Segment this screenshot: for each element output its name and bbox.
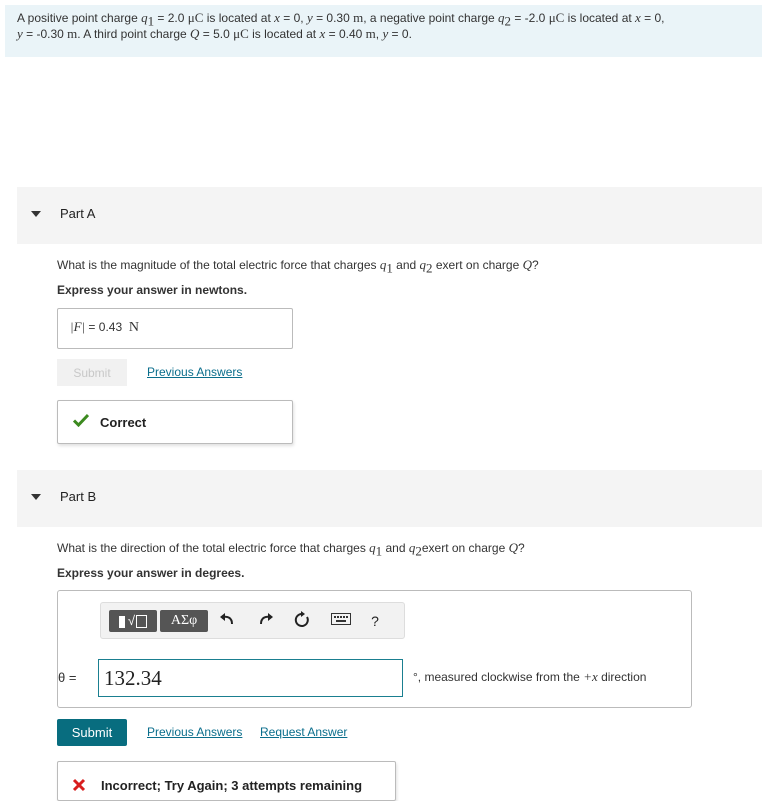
unit-m: m [353, 10, 364, 25]
problem-text: = 0, [640, 11, 665, 25]
problem-statement [5, 5, 762, 57]
problem-text: . A third point charge [77, 27, 191, 41]
part-b-question [57, 540, 525, 559]
answer-unit: N [128, 320, 139, 335]
problem-text: , a negative point charge [363, 11, 498, 25]
math-Q: Q [522, 257, 532, 272]
part-b-feedback [57, 761, 396, 801]
math-sub: 2 [426, 260, 433, 276]
unit-pre: °, measured clockwise from the [413, 670, 584, 684]
redo-icon[interactable] [256, 611, 276, 631]
unit-m: m [365, 26, 376, 41]
math-plus-x: +x [583, 669, 598, 684]
request-answer-link[interactable]: Request Answer [260, 725, 348, 739]
part-a-submit-button[interactable]: Submit [57, 359, 127, 386]
feedback-text: Correct [100, 415, 147, 430]
math-q: q [408, 540, 416, 555]
math-Q: Q [508, 540, 518, 555]
theta-label: θ = [58, 670, 77, 685]
templates-button[interactable] [109, 610, 157, 632]
math-toolbar [100, 602, 405, 639]
unit-note [413, 669, 646, 685]
math-q1: q [141, 10, 148, 25]
box-icon [136, 615, 147, 628]
math-x: x [319, 26, 326, 41]
reset-icon[interactable] [292, 611, 312, 631]
math-q: q [369, 540, 376, 555]
math-sub: 2 [415, 543, 422, 559]
template-label: √ [127, 613, 136, 628]
math-y: y [382, 26, 389, 41]
problem-text: , [375, 27, 383, 41]
x-icon [72, 778, 86, 795]
unit-uc: μC [233, 26, 249, 41]
help-button[interactable]: ? [371, 613, 379, 629]
check-icon [73, 413, 89, 430]
problem-text: = 5.0 [199, 27, 234, 41]
answer-label: |F| [70, 319, 86, 334]
problem-text: A positive point charge [17, 11, 142, 25]
problem-text: = -0.30 [22, 27, 68, 41]
unit-uc: μC [548, 10, 565, 25]
answer-eq: = [85, 320, 99, 334]
problem-text: = -2.0 [511, 11, 549, 25]
part-b-submit-button[interactable]: Submit [57, 719, 127, 746]
part-b-instruction: Express your answer in degrees. [57, 566, 245, 580]
question-text: ? [517, 541, 525, 555]
problem-text: = 0. [388, 27, 412, 41]
part-a-question [57, 257, 539, 276]
symbols-button[interactable]: ΑΣφ [160, 610, 208, 632]
template-icon [119, 616, 125, 628]
part-a-instruction: Express your answer in newtons. [57, 283, 248, 297]
caret-down-icon[interactable] [31, 494, 41, 500]
question-text: ? [532, 258, 539, 272]
question-text: What is the direction of the total electric force that charges [57, 541, 370, 555]
question-text: and [382, 541, 409, 555]
feedback-text: Incorrect; Try Again; 3 attempts remaining [101, 778, 363, 793]
math-q2: q [498, 10, 505, 25]
part-a-answer-display [57, 308, 293, 349]
math-y: y [306, 10, 313, 25]
question-text: What is the magnitude of the total electric force that charges [57, 258, 380, 272]
math-x: x [274, 10, 280, 25]
part-a-header[interactable] [17, 187, 762, 244]
math-sub: 1 [386, 260, 393, 276]
unit-post: direction [597, 670, 647, 684]
math-sub: 1 [375, 543, 383, 559]
caret-down-icon[interactable] [31, 211, 41, 217]
part-b-title: Part B [60, 489, 97, 504]
undo-icon[interactable] [217, 611, 237, 631]
part-a-feedback [57, 400, 293, 444]
math-y: y [17, 26, 23, 41]
problem-text: = 0, [279, 11, 307, 25]
math-x: x [635, 10, 641, 25]
problem-text: = 0.40 [325, 27, 366, 41]
keyboard-icon[interactable] [331, 611, 351, 631]
part-b-header[interactable] [17, 470, 762, 527]
problem-text: = 2.0 [154, 11, 188, 25]
question-text: exert on charge [421, 541, 509, 555]
math-sub: 2 [504, 13, 511, 29]
unit-m: m [67, 26, 78, 41]
math-q: q [419, 257, 427, 272]
problem-text: = 0.30 [312, 11, 354, 25]
problem-text: is located at [564, 11, 636, 25]
math-Q: Q [190, 26, 200, 41]
part-a-previous-answers-link[interactable]: Previous Answers [147, 365, 243, 379]
problem-text: is located at [203, 11, 275, 25]
problem-text: is located at [248, 27, 320, 41]
math-q: q [379, 257, 387, 272]
part-b-previous-answers-link[interactable]: Previous Answers [147, 725, 243, 739]
question-text: and [392, 258, 420, 272]
theta-answer-input[interactable]: 132.34 [98, 659, 403, 697]
question-text: exert on charge [432, 258, 523, 272]
answer-value: 0.43 [98, 320, 123, 334]
unit-uc: μC [187, 10, 204, 25]
math-sub: 1 [147, 13, 155, 29]
part-a-title: Part A [60, 206, 96, 221]
